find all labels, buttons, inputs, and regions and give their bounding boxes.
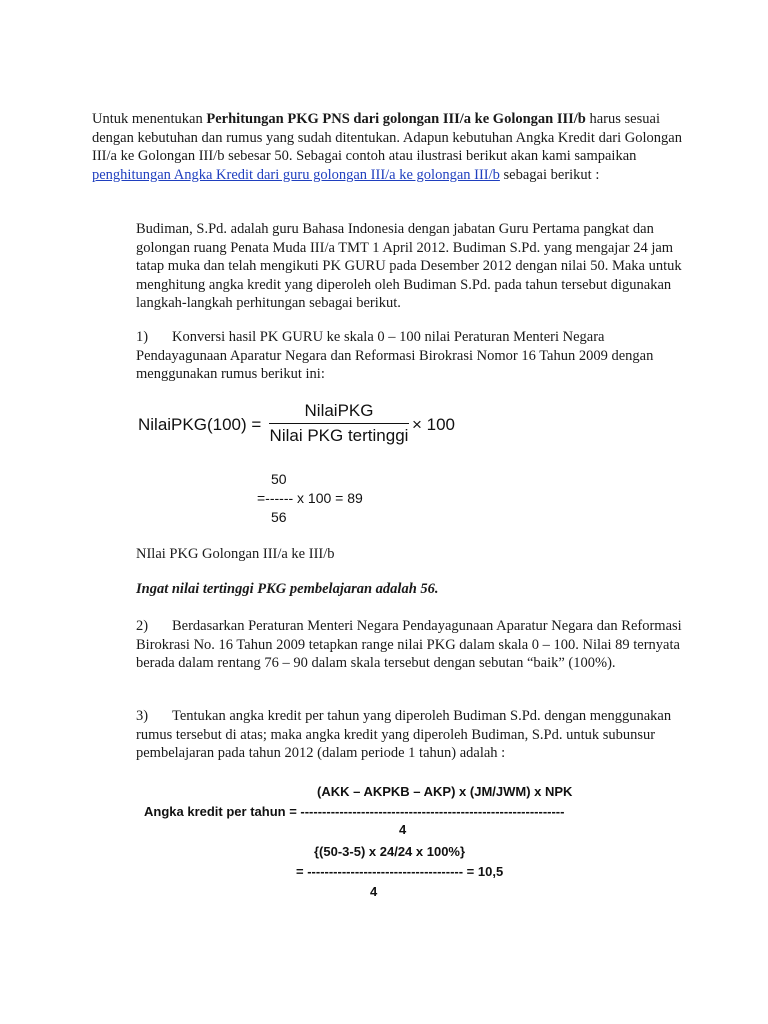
intro-paragraph bbox=[92, 110, 692, 184]
step-1 bbox=[136, 328, 696, 384]
step-3-number: 3) bbox=[136, 708, 149, 724]
formula2-line5: = ------------------------------------ = 10,5 bbox=[296, 864, 504, 879]
intro-text-2: harus sesuai dengan kebutuhan dan rumus yang sudah ditentukan. Adapun kebutuhan Angka Kredit dari Golongan III/a ke Golongan III/b sebesar 50. Sebagai contoh atau ilustrasi berikut akan kami sampaikan bbox=[92, 111, 682, 164]
formula1-fraction-bar bbox=[269, 423, 409, 424]
credit-formula bbox=[144, 780, 614, 900]
formula1-right: × 100 bbox=[412, 415, 456, 434]
intro-text-3: sebagai berikut : bbox=[499, 166, 600, 183]
calc1-numerator: 50 bbox=[271, 471, 287, 487]
pkg-note: NIlai PKG Golongan III/a ke III/b bbox=[136, 546, 335, 562]
intro-text-1: Untuk menentukan bbox=[92, 111, 207, 127]
formula2-line2: Angka kredit per tahun = ------------------------------------------------------------- bbox=[144, 804, 565, 819]
highest-pkg-note: Ingat nilai tertinggi PKG pembelajaran adalah 56. bbox=[136, 581, 439, 597]
step-3 bbox=[136, 707, 696, 763]
intro-bold-title: Perhitungan PKG PNS dari golongan III/a ke Golongan III/b bbox=[206, 111, 586, 127]
formula2-line6: 4 bbox=[370, 884, 378, 899]
step-1-number: 1) bbox=[136, 329, 149, 345]
pkg-calculation-link[interactable]: penghitungan Angka Kredit dari guru golongan III/a ke golongan III/b bbox=[92, 166, 500, 183]
calc1-line: =------ x 100 = 89 bbox=[257, 490, 363, 506]
formula2-line1: (AKK – AKPKB – AKP) x (JM/JWM) x NPK bbox=[317, 784, 573, 799]
step-1-text: Konversi hasil PK GURU ke skala 0 – 100 nilai Peraturan Menteri Negara Pendayagunaan Aparatur Negara dan Reformasi Birokrasi Nomor 16 Tahun 2009 dengan menggunakan rumus berikut ini: bbox=[136, 329, 654, 382]
pkg-calculation bbox=[257, 470, 417, 527]
formula1-denominator: Nilai PKG tertinggi bbox=[269, 426, 409, 445]
step-2 bbox=[136, 617, 696, 673]
pkg-conversion-formula bbox=[138, 400, 458, 456]
formula1-fraction bbox=[269, 400, 409, 447]
formula1-left: NilaiPKG(100) = bbox=[138, 415, 262, 434]
formula2-line3: 4 bbox=[399, 822, 407, 837]
step-2-text: Berdasarkan Peraturan Menteri Negara Pendayagunaan Aparatur Negara dan Reformasi Birokrasi No. 16 Tahun 2009 tetapkan range nilai PKG dalam skala 0 – 100. Nilai 89 ternyata berada dalam rentang 76 – 90 dalam skala tersebut dengan sebutan “baik” (100%). bbox=[136, 618, 682, 671]
example-paragraph: Budiman, S.Pd. adalah guru Bahasa Indonesia dengan jabatan Guru Pertama pangkat dan golongan ruang Penata Muda III/a TMT 1 April 2012. Budiman S.Pd. yang mengajar 24 jam tatap muka dan telah mengikuti PK GURU pada Desember 2012 dengan nilai 50. Maka untuk menghitung angka kredit yang diperoleh oleh Budiman S.Pd. pada tahun tersebut digunakan langkah-langkah perhitungan sebagai berikut. bbox=[136, 221, 682, 311]
formula2-line4: {(50-3-5) x 24/24 x 100%} bbox=[314, 844, 466, 859]
step-2-number: 2) bbox=[136, 618, 149, 634]
step-3-text: Tentukan angka kredit per tahun yang diperoleh Budiman S.Pd. dengan menggunakan rumus tersebut di atas; maka angka kredit yang diperoleh Budiman, S.Pd. untuk subunsur pembelajaran pada tahun 2012 (dalam periode 1 tahun) adalah : bbox=[136, 708, 672, 761]
formula1-numerator: NilaiPKG bbox=[304, 401, 374, 420]
calc1-denominator: 56 bbox=[271, 509, 287, 525]
